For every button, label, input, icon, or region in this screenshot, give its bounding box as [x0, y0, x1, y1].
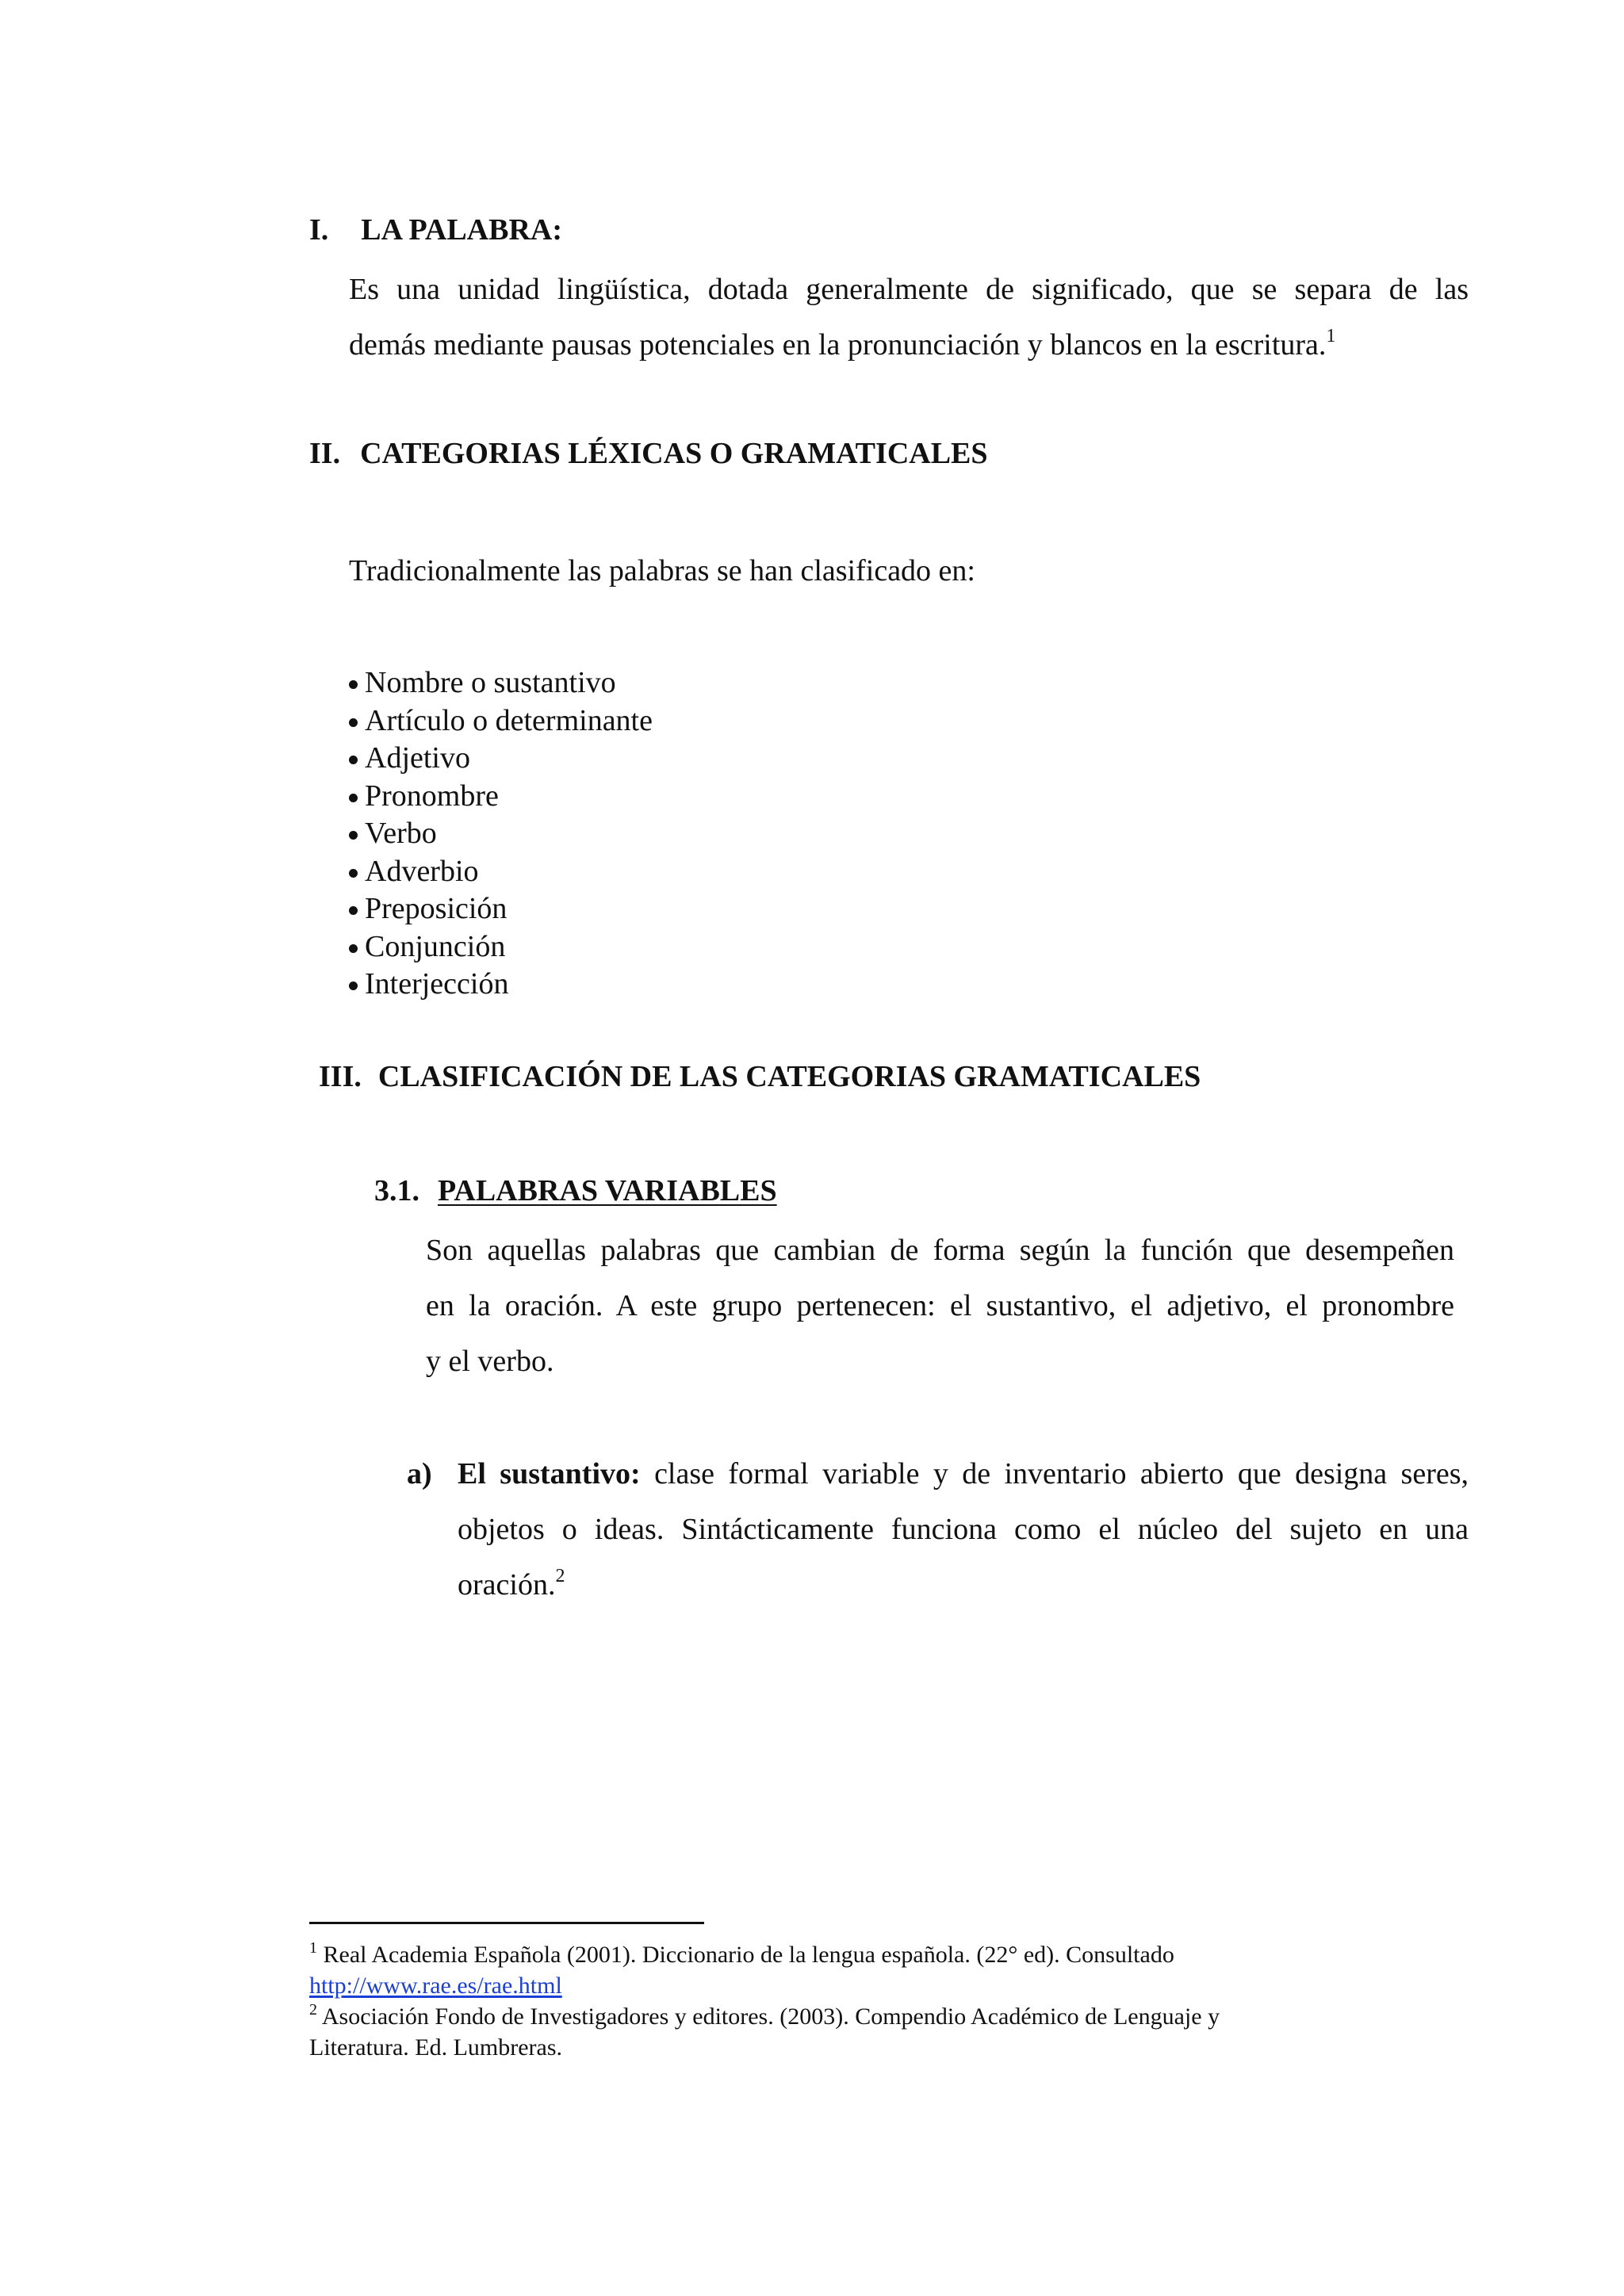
- section-3-title: CLASIFICACIÓN DE LAS CATEGORIAS GRAMATICALES: [377, 1060, 1201, 1093]
- section-1-number: I.: [309, 213, 329, 247]
- section-2-heading: [309, 436, 988, 471]
- section-1-line-2: [349, 317, 1469, 373]
- item-a-line-3: oración.$^2$: [458, 1566, 565, 1601]
- footnote-1-link[interactable]: http://www.rae.es/rae.html: [309, 1973, 562, 1999]
- list-item: Nombre o sustantivo: [349, 664, 653, 702]
- list-item: Adjetivo: [349, 740, 653, 778]
- bullet-icon: [349, 718, 358, 727]
- subsection-line-3: y el verbo.: [426, 1345, 554, 1378]
- list-item: Pronombre: [349, 778, 653, 816]
- bullet-icon: [349, 794, 358, 802]
- list-item: Interjección: [349, 966, 653, 1004]
- subsection-line-2: en la oración. A este grupo pertenecen: el sustantivo, el adjetivo, el pronombre: [426, 1289, 1454, 1322]
- subsection-3-1-title: PALABRAS VARIABLES: [438, 1174, 777, 1207]
- footnote-divider: [309, 1922, 704, 1924]
- section-2-title: CATEGORIAS LÉXICAS O GRAMATICALES: [360, 437, 988, 470]
- item-a-paragraph: [458, 1446, 1469, 1613]
- section-2-intro: Tradicionalmente las palabras se han clasificado en:: [349, 554, 975, 587]
- list-item: Preposición: [349, 890, 653, 928]
- footnote-2-line-2: Literatura. Ed. Lumbreras.: [309, 2034, 563, 2061]
- section-3-heading: [319, 1059, 1201, 1094]
- item-a-term: El sustantivo:: [458, 1457, 641, 1490]
- subsection-3-1-heading: [374, 1173, 777, 1208]
- footnotes: [309, 1939, 1220, 2063]
- footnote-2: $^2$ Asociación Fondo de Investigadores y editores. (2003). Compendio Académico de Lenguaje y: [309, 2001, 1220, 2030]
- bullet-icon: [349, 831, 358, 840]
- bullet-icon: [349, 944, 358, 953]
- section-1-line-1: Es una unidad lingüística, dotada generalmente de significado, que se separa de las: [349, 273, 1469, 306]
- subsection-3-1-paragraph: [426, 1223, 1454, 1389]
- bullet-icon: [349, 869, 358, 878]
- section-3-number: III.: [319, 1060, 362, 1093]
- item-a-line-2: objetos o ideas. Sintácticamente funciona como el núcleo del sujeto en una: [458, 1513, 1469, 1546]
- item-a-line-1: El sustantivo: clase formal variable y de inventario abierto que designa seres,: [458, 1457, 1469, 1490]
- list-item: Conjunción: [349, 928, 653, 966]
- bullet-icon: [349, 680, 358, 689]
- subsection-line-1: Son aquellas palabras que cambian de forma según la función que desempeñen: [426, 1234, 1454, 1267]
- section-2-number: II.: [309, 437, 341, 470]
- bullet-icon: [349, 756, 358, 764]
- footnote-ref-1[interactable]: 1: [1326, 326, 1336, 346]
- section-1-heading: [309, 212, 562, 247]
- footnote-1-link-line: [309, 1970, 1220, 2001]
- footnote-1: $^1$ Real Academia Española (2001). Diccionario de la lengua española. (22° ed). Consultado: [309, 1939, 1174, 1968]
- section-1-paragraph: [349, 262, 1469, 373]
- item-a-letter: a): [407, 1457, 432, 1490]
- list-item: Verbo: [349, 815, 653, 853]
- bullet-icon: [349, 906, 358, 915]
- footnote-ref-2[interactable]: 2: [555, 1566, 565, 1586]
- section-1-title: LA PALABRA:: [361, 213, 562, 247]
- bullet-icon: [349, 982, 358, 990]
- section-1-line-2-text: demás mediante pausas potenciales en la pronunciación y blancos en la escritura.: [349, 328, 1327, 362]
- subsection-3-1-number: 3.1.: [374, 1174, 419, 1207]
- list-item: Adverbio: [349, 853, 653, 891]
- list-item: Artículo o determinante: [349, 702, 653, 740]
- categories-list: [349, 664, 653, 1004]
